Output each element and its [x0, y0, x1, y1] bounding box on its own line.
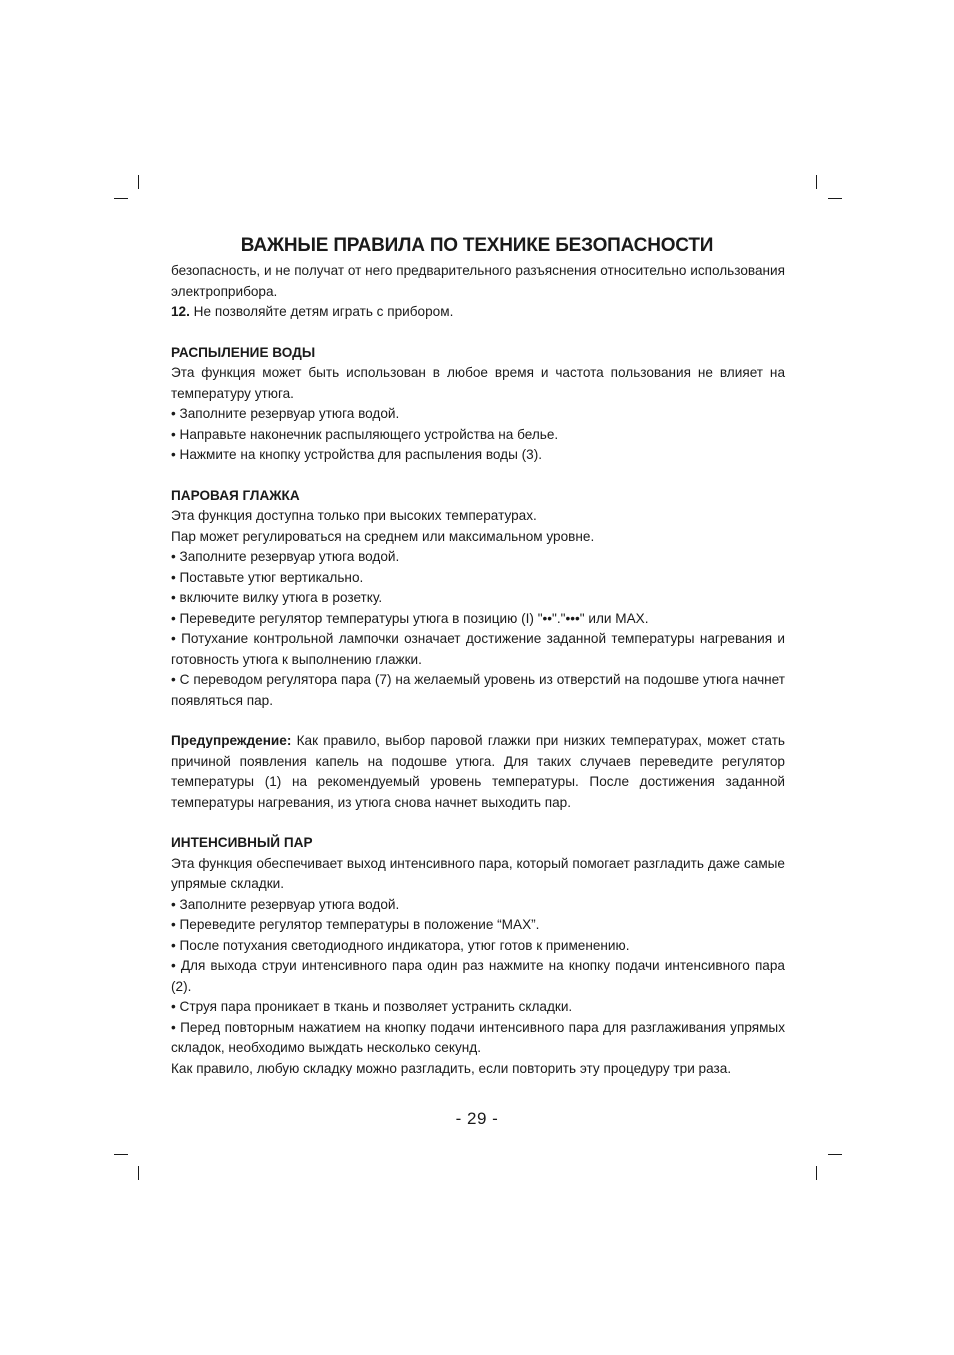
list-item: • После потухания светодиодного индикатора, утюг готов к применению.: [171, 937, 630, 953]
list-item: • Потухание контрольной лампочки означает достижение заданной температуры нагревания и готовность утюга к выполнению глажки.: [171, 631, 785, 667]
list-item: • Поставьте утюг вертикально.: [171, 569, 364, 585]
section-heading-spray: РАСПЫЛЕНИЕ ВОДЫ: [171, 344, 316, 360]
spray-intro: Эта функция может быть использован в любое время и частота пользования не влияет на температуру утюга.: [171, 365, 785, 401]
list-item: • Заполните резервуар утюга водой.: [171, 896, 400, 912]
list-item: • Направьте наконечник распыляющего устройства на белье.: [171, 426, 559, 442]
list-item: • Нажмите на кнопку устройства для распыления воды (3).: [171, 447, 543, 462]
list-item: • Струя пара проникает в ткань и позволяет устранить складки.: [171, 999, 573, 1014]
list-item: • Перед повторным нажатием на кнопку подачи интенсивного пара для разглаживания упрямых складок, необходимо выждать несколько секунд.: [171, 1019, 785, 1055]
section-heading-steam: ПАРОВАЯ ГЛАЖКА: [171, 487, 300, 503]
crop-mark-bottom-left-horizontal: [114, 1154, 128, 1155]
crop-mark-top-right-horizontal: [828, 198, 842, 199]
steam-intro-2: Пар может регулироваться на среднем или максимальном уровне.: [171, 528, 595, 544]
crop-mark-bottom-left-vertical: [138, 1166, 139, 1180]
rule-12-number: 12.: [171, 304, 190, 319]
burst-intro: Эта функция обеспечивает выход интенсивного пара, который помогает разгладить даже самые упрямые складки.: [171, 855, 785, 891]
warning-text: Как правило, выбор паровой глажки при низких температурах, может стать причиной появления капель на подошве утюга. Для таких случаев переведите регулятор температуры (1) на рекомендуемый уровень температуры. После достижения заданной температуры нагревания, из утюга снова начнет выходить пар.: [171, 733, 785, 810]
list-item: • Для выхода струи интенсивного пара один раз нажмите на кнопку подачи интенсивного пара (2).: [171, 958, 785, 994]
warning-label: Предупреждение:: [171, 733, 292, 748]
crop-mark-top-right-vertical: [816, 175, 817, 189]
crop-mark-bottom-right-vertical: [816, 1166, 817, 1180]
page-number: - 29 -: [455, 1109, 499, 1128]
spacer: [171, 711, 785, 731]
list-item: • Заполните резервуар утюга водой.: [171, 549, 400, 564]
crop-mark-bottom-right-horizontal: [828, 1154, 842, 1155]
list-item: • Заполните резервуар утюга водой.: [171, 406, 400, 421]
list-item: • включите вилку утюга в розетку.: [171, 590, 383, 605]
rule-12: [171, 302, 785, 323]
crop-mark-top-left-horizontal: [114, 198, 128, 199]
rule-12-text: Не позволяйте детям играть с прибором.: [189, 304, 454, 319]
list-item: • С переводом регулятора пара (7) на желаемый уровень из отверстий на подошве утюга начнет появляться пар.: [171, 672, 785, 708]
list-item: • Переведите регулятор температуры утюга в позицию (I) "••"."•••" или MAX.: [171, 610, 649, 626]
main-content: [171, 261, 785, 1079]
page-title: ВАЖНЫЕ ПРАВИЛА ПО ТЕХНИКЕ БЕЗОПАСНОСТИ: [240, 235, 714, 256]
crop-mark-top-left-vertical: [138, 175, 139, 189]
burst-outro: Как правило, любую складку можно разгладить, если повторить эту процедуру три раза.: [171, 1060, 732, 1076]
list-item: • Переведите регулятор температуры в положение “MAX”.: [171, 917, 540, 932]
steam-intro-1: Эта функция доступна только при высоких температурах.: [171, 508, 537, 523]
intro-continuation: безопасность, и не получат от него предварительного разъяснения относительно использования электроприбора.: [171, 263, 785, 299]
warning-paragraph: [171, 731, 785, 813]
section-heading-burst: ИНТЕНСИВНЫЙ ПАР: [171, 835, 313, 850]
